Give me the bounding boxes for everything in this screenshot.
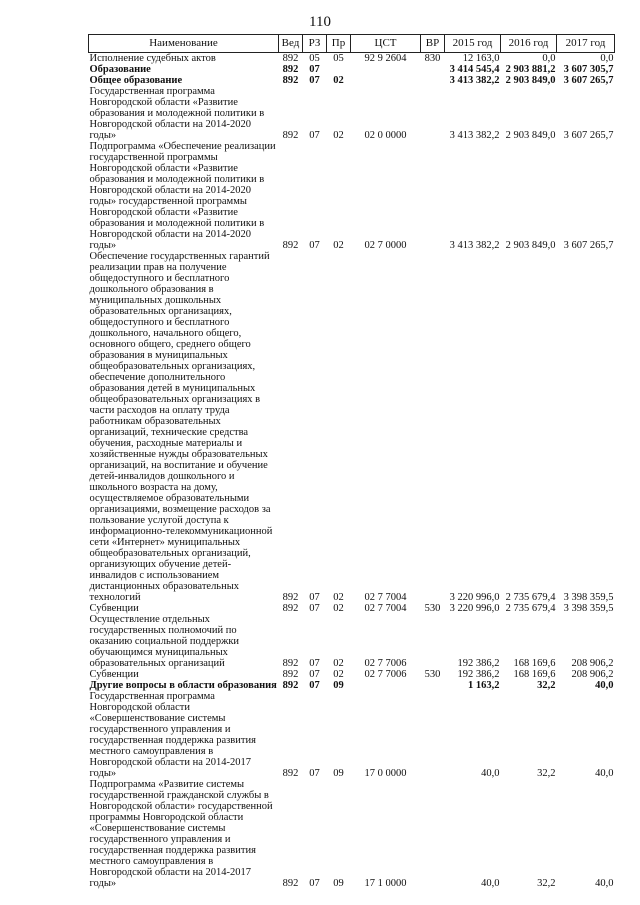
header-name: Наименование bbox=[89, 35, 279, 53]
cell-name: Субвенции bbox=[89, 669, 139, 680]
cell-vr bbox=[421, 614, 445, 669]
cell-pr: 02 bbox=[333, 75, 344, 86]
cell-cst: 02 7 7004 bbox=[364, 603, 407, 614]
header-rz: РЗ bbox=[303, 35, 327, 53]
cell-pr: 09 bbox=[333, 768, 344, 779]
cell-cst: 02 7 7006 bbox=[364, 669, 407, 680]
cell-vr bbox=[421, 64, 445, 75]
cell-2017: 3 607 265,7 bbox=[563, 75, 614, 86]
cell-2015: 12 163,0 bbox=[462, 53, 500, 64]
cell-pr: 02 bbox=[333, 669, 344, 680]
cell-2016: 2 735 679,4 bbox=[505, 603, 556, 614]
cell-2017: 3 607 265,7 bbox=[563, 240, 614, 251]
cell-vr bbox=[421, 779, 445, 889]
cell-vr: 530 bbox=[424, 669, 441, 680]
cell-cst: 02 7 7004 bbox=[364, 592, 407, 603]
cell-2015: 192 386,2 bbox=[457, 669, 500, 680]
cell-pr: 05 bbox=[333, 53, 344, 64]
header-vr: ВР bbox=[421, 35, 445, 53]
cell-2016: 2 903 849,0 bbox=[505, 130, 556, 141]
cell-name: Государственная программа Новгородской области «Совершенствование системы государственного управления и государственная поддержка развития местного самоуправления в Новгородской области на 2014-2017 годы» bbox=[89, 691, 256, 779]
cell-2016: 2 903 849,0 bbox=[505, 75, 556, 86]
cell-2015: 40,0 bbox=[481, 768, 500, 779]
cell-ved: 892 bbox=[282, 603, 299, 614]
cell-2017: 3 607 305,7 bbox=[563, 64, 614, 75]
cell-2015: 40,0 bbox=[481, 878, 500, 889]
cell-rz: 07 bbox=[309, 240, 320, 251]
table-row bbox=[89, 251, 615, 603]
cell-cst: 92 9 2604 bbox=[364, 53, 407, 64]
table-row bbox=[89, 64, 615, 75]
cell-name: Общее образование bbox=[89, 75, 183, 86]
cell-rz: 07 bbox=[309, 658, 320, 669]
cell-ved: 892 bbox=[282, 680, 299, 691]
table-row bbox=[89, 614, 615, 669]
cell-ved: 892 bbox=[282, 669, 299, 680]
cell-ved: 892 bbox=[282, 592, 299, 603]
header-year-2017: 2017 год bbox=[557, 35, 615, 53]
cell-2016: 0,0 bbox=[542, 53, 556, 64]
header-cst: ЦСТ bbox=[351, 35, 421, 53]
cell-vr: 530 bbox=[424, 603, 441, 614]
cell-cst bbox=[351, 680, 421, 691]
cell-name: Подпрограмма «Развитие системы государственной гражданской службы в Новгородской области» государственной программы Новгородской области «Совершенствование системы государственного управления и государственная поддержка развития местного самоуправления в Новгородской области на 2014-2017 годы» bbox=[89, 779, 273, 889]
cell-2015: 192 386,2 bbox=[457, 658, 500, 669]
cell-2015: 3 220 996,0 bbox=[449, 603, 500, 614]
table-row bbox=[89, 86, 615, 141]
cell-ved: 892 bbox=[282, 658, 299, 669]
table-row bbox=[89, 669, 615, 680]
header-ved: Вед bbox=[279, 35, 303, 53]
cell-cst: 02 7 0000 bbox=[364, 240, 407, 251]
cell-name: Подпрограмма «Обеспечение реализации государственной программы Новгородской области «Развитие образования и молодежной политики в Новгородской области на 2014-2020 годы» государственной программы Новгородской области «Развитие образования и молодежной политики в Новгородской области на 2014-2020 годы» bbox=[89, 141, 276, 251]
table-header-row bbox=[89, 35, 615, 53]
cell-vr bbox=[421, 691, 445, 779]
cell-2015: 3 413 382,2 bbox=[449, 75, 500, 86]
cell-name: Осуществление отдельных государственных полномочий по оказанию социальной поддержки обучающимся муниципальных образовательных организаций bbox=[89, 614, 240, 669]
cell-rz: 07 bbox=[309, 878, 320, 889]
cell-pr: 02 bbox=[333, 658, 344, 669]
cell-rz: 07 bbox=[309, 680, 320, 691]
cell-2016: 2 735 679,4 bbox=[505, 592, 556, 603]
cell-2016: 168 169,6 bbox=[513, 658, 556, 669]
cell-pr: 02 bbox=[333, 130, 344, 141]
cell-cst bbox=[351, 75, 421, 86]
table-row bbox=[89, 779, 615, 889]
cell-ved: 892 bbox=[282, 768, 299, 779]
cell-name: Субвенции bbox=[89, 603, 139, 614]
cell-2017: 3 398 359,5 bbox=[563, 592, 614, 603]
table-row bbox=[89, 141, 615, 251]
table-row bbox=[89, 603, 615, 614]
cell-cst bbox=[351, 64, 421, 75]
cell-2017: 40,0 bbox=[595, 768, 614, 779]
cell-2016: 2 903 881,2 bbox=[505, 64, 556, 75]
table-body bbox=[89, 53, 615, 890]
cell-2015: 3 413 382,2 bbox=[449, 130, 500, 141]
cell-pr: 09 bbox=[333, 680, 344, 691]
page-number: 110 bbox=[309, 14, 331, 30]
cell-rz: 07 bbox=[309, 669, 320, 680]
cell-2015: 3 220 996,0 bbox=[449, 592, 500, 603]
header-pr: Пр bbox=[327, 35, 351, 53]
cell-cst: 17 1 0000 bbox=[364, 878, 407, 889]
cell-vr: 830 bbox=[424, 53, 441, 64]
cell-2016: 32,2 bbox=[537, 768, 556, 779]
cell-rz: 07 bbox=[309, 768, 320, 779]
cell-name: Другие вопросы в области образования bbox=[89, 680, 277, 691]
table-row bbox=[89, 680, 615, 691]
cell-vr bbox=[421, 251, 445, 603]
cell-ved: 892 bbox=[282, 64, 299, 75]
cell-rz: 05 bbox=[309, 53, 320, 64]
cell-2016: 168 169,6 bbox=[513, 669, 556, 680]
cell-2017: 40,0 bbox=[595, 878, 614, 889]
cell-pr bbox=[327, 64, 351, 75]
cell-2015: 3 413 382,2 bbox=[449, 240, 500, 251]
cell-pr: 02 bbox=[333, 592, 344, 603]
cell-2017: 3 607 265,7 bbox=[563, 130, 614, 141]
cell-pr: 02 bbox=[333, 603, 344, 614]
cell-pr: 02 bbox=[333, 240, 344, 251]
cell-2017: 208 906,2 bbox=[571, 669, 614, 680]
cell-rz: 07 bbox=[309, 130, 320, 141]
cell-name: Образование bbox=[89, 64, 151, 75]
cell-ved: 892 bbox=[282, 53, 299, 64]
cell-2016: 32,2 bbox=[537, 680, 556, 691]
header-year-2015: 2015 год bbox=[445, 35, 501, 53]
cell-2017: 0,0 bbox=[600, 53, 614, 64]
cell-name: Государственная программа Новгородской области «Развитие образования и молодежной политики в Новгородской области на 2014-2020 годы» bbox=[89, 86, 265, 141]
cell-vr bbox=[421, 680, 445, 691]
cell-2017: 208 906,2 bbox=[571, 658, 614, 669]
cell-name: Исполнение судебных актов bbox=[89, 53, 216, 64]
cell-pr: 09 bbox=[333, 878, 344, 889]
cell-2017: 40,0 bbox=[595, 680, 614, 691]
cell-rz: 07 bbox=[309, 64, 320, 75]
cell-ved: 892 bbox=[282, 130, 299, 141]
header-year-2016: 2016 год bbox=[501, 35, 557, 53]
cell-rz: 07 bbox=[309, 592, 320, 603]
cell-2015: 3 414 545,4 bbox=[449, 64, 500, 75]
cell-cst: 02 0 0000 bbox=[364, 130, 407, 141]
cell-ved: 892 bbox=[282, 878, 299, 889]
cell-rz: 07 bbox=[309, 75, 320, 86]
cell-2016: 32,2 bbox=[537, 878, 556, 889]
cell-2015: 1 163,2 bbox=[468, 680, 500, 691]
table-row bbox=[89, 75, 615, 86]
table-row bbox=[89, 53, 615, 65]
cell-rz: 07 bbox=[309, 603, 320, 614]
cell-2016: 2 903 849,0 bbox=[505, 240, 556, 251]
cell-vr bbox=[421, 141, 445, 251]
cell-cst: 17 0 0000 bbox=[364, 768, 407, 779]
cell-vr bbox=[421, 75, 445, 86]
cell-vr bbox=[421, 86, 445, 141]
cell-cst: 02 7 7006 bbox=[364, 658, 407, 669]
cell-2017: 3 398 359,5 bbox=[563, 603, 614, 614]
budget-table bbox=[88, 34, 615, 889]
table-row bbox=[89, 691, 615, 779]
cell-name: Обеспечение государственных гарантий реализации прав на получение общедоступного и бесплатного дошкольного образования в муниципальных дошкольных образовательных организациях, общедоступного и бесплатного дошкольного, начального общего, основного общего, среднего общего образования в муниципальных общеобразовательных организациях, обеспечение дополнительного образования детей в муниципальных общеобразовательных организациях в части расходов на оплату труда работникам образовательных организаций, технические средства обучения, расходные материалы и хозяйственные нужды образовательных организаций, на воспитание и обучение детей-инвалидов дошкольного и школьного возраста на дому, осуществляемое образовательными организациями, возмещение расходов за пользование услугой доступа к информационно-телекоммуникационной сети «Интернет» муниципальных общеобразовательных организаций, организующих обучение детей-инвалидов с использованием дистанционных образовательных технологий bbox=[89, 251, 273, 603]
cell-ved: 892 bbox=[282, 75, 299, 86]
cell-ved: 892 bbox=[282, 240, 299, 251]
